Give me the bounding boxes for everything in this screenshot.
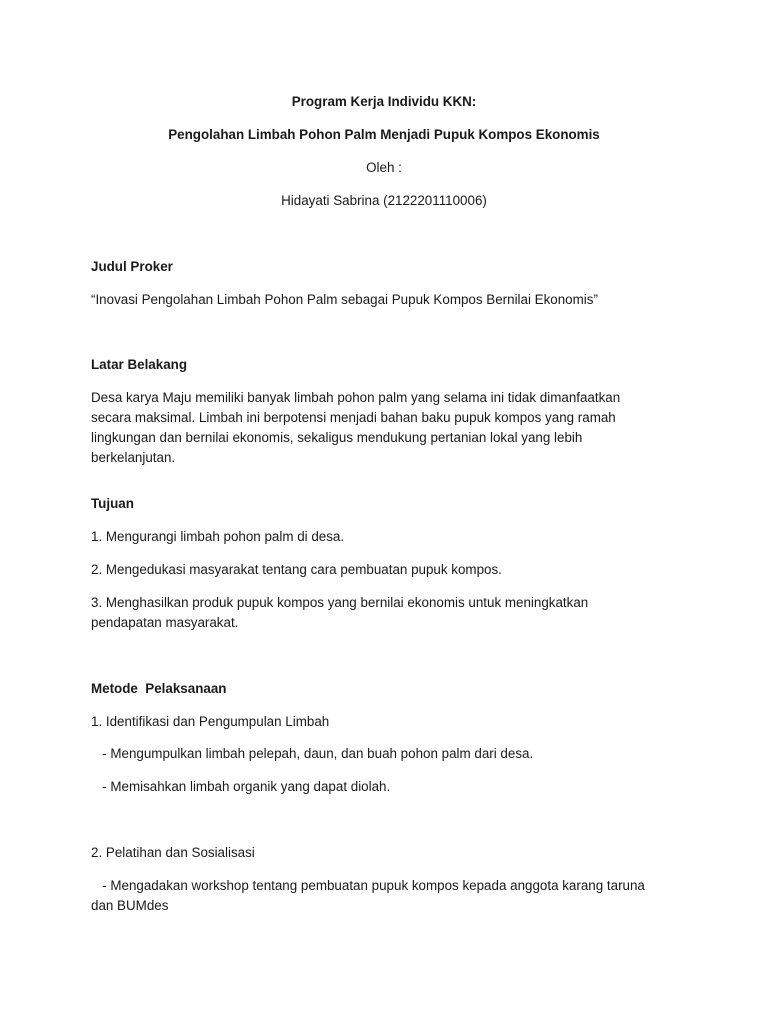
tujuan-item: 3. Menghasilkan produk pupuk kompos yang bernilai ekonomis untuk meningkatkan pendapatan masyarakat. bbox=[91, 595, 589, 630]
metode-step-bullet: - Mengadakan workshop tentang pembuatan pupuk kompos kepada anggota karang taruna dan BUMdes bbox=[91, 878, 649, 913]
tujuan-heading: Tujuan bbox=[91, 496, 134, 511]
metode-heading: Metode Pelaksanaan bbox=[91, 681, 227, 696]
tujuan-item: 1. Mengurangi limbah pohon palm di desa. bbox=[91, 529, 345, 544]
metode-step-bullet: - Memisahkan limbah organik yang dapat diolah. bbox=[91, 779, 391, 794]
latar-text: Desa karya Maju memiliki banyak limbah pohon palm yang selama ini tidak dimanfaatkan secara maksimal. Limbah ini berpotensi menjadi bahan baku pupuk kompos yang ramah lingkungan dan bernilai ekonomis, sekaligus mendukung pertanian lokal yang lebih berkelanjutan. bbox=[91, 390, 621, 465]
author-label: Oleh : bbox=[366, 160, 402, 175]
tujuan-item: 2. Mengedukasi masyarakat tentang cara pembuatan pupuk kompos. bbox=[91, 562, 502, 577]
author-name: Hidayati Sabrina (2122201110006) bbox=[281, 193, 487, 208]
metode-step-bullet: - Mengumpulkan limbah pelepah, daun, dan buah pohon palm dari desa. bbox=[91, 746, 534, 761]
judul-heading: Judul Proker bbox=[91, 259, 173, 274]
document-title: Pengolahan Limbah Pohon Palm Menjadi Pupuk Kompos Ekonomis bbox=[168, 127, 600, 142]
latar-heading: Latar Belakang bbox=[91, 357, 188, 372]
metode-step-title: 2. Pelatihan dan Sosialisasi bbox=[91, 845, 255, 860]
program-heading: Program Kerja Individu KKN: bbox=[291, 94, 477, 109]
judul-text: “Inovasi Pengolahan Limbah Pohon Palm sebagai Pupuk Kompos Bernilai Ekonomis” bbox=[91, 292, 598, 307]
metode-step-title: 1. Identifikasi dan Pengumpulan Limbah bbox=[91, 714, 330, 729]
